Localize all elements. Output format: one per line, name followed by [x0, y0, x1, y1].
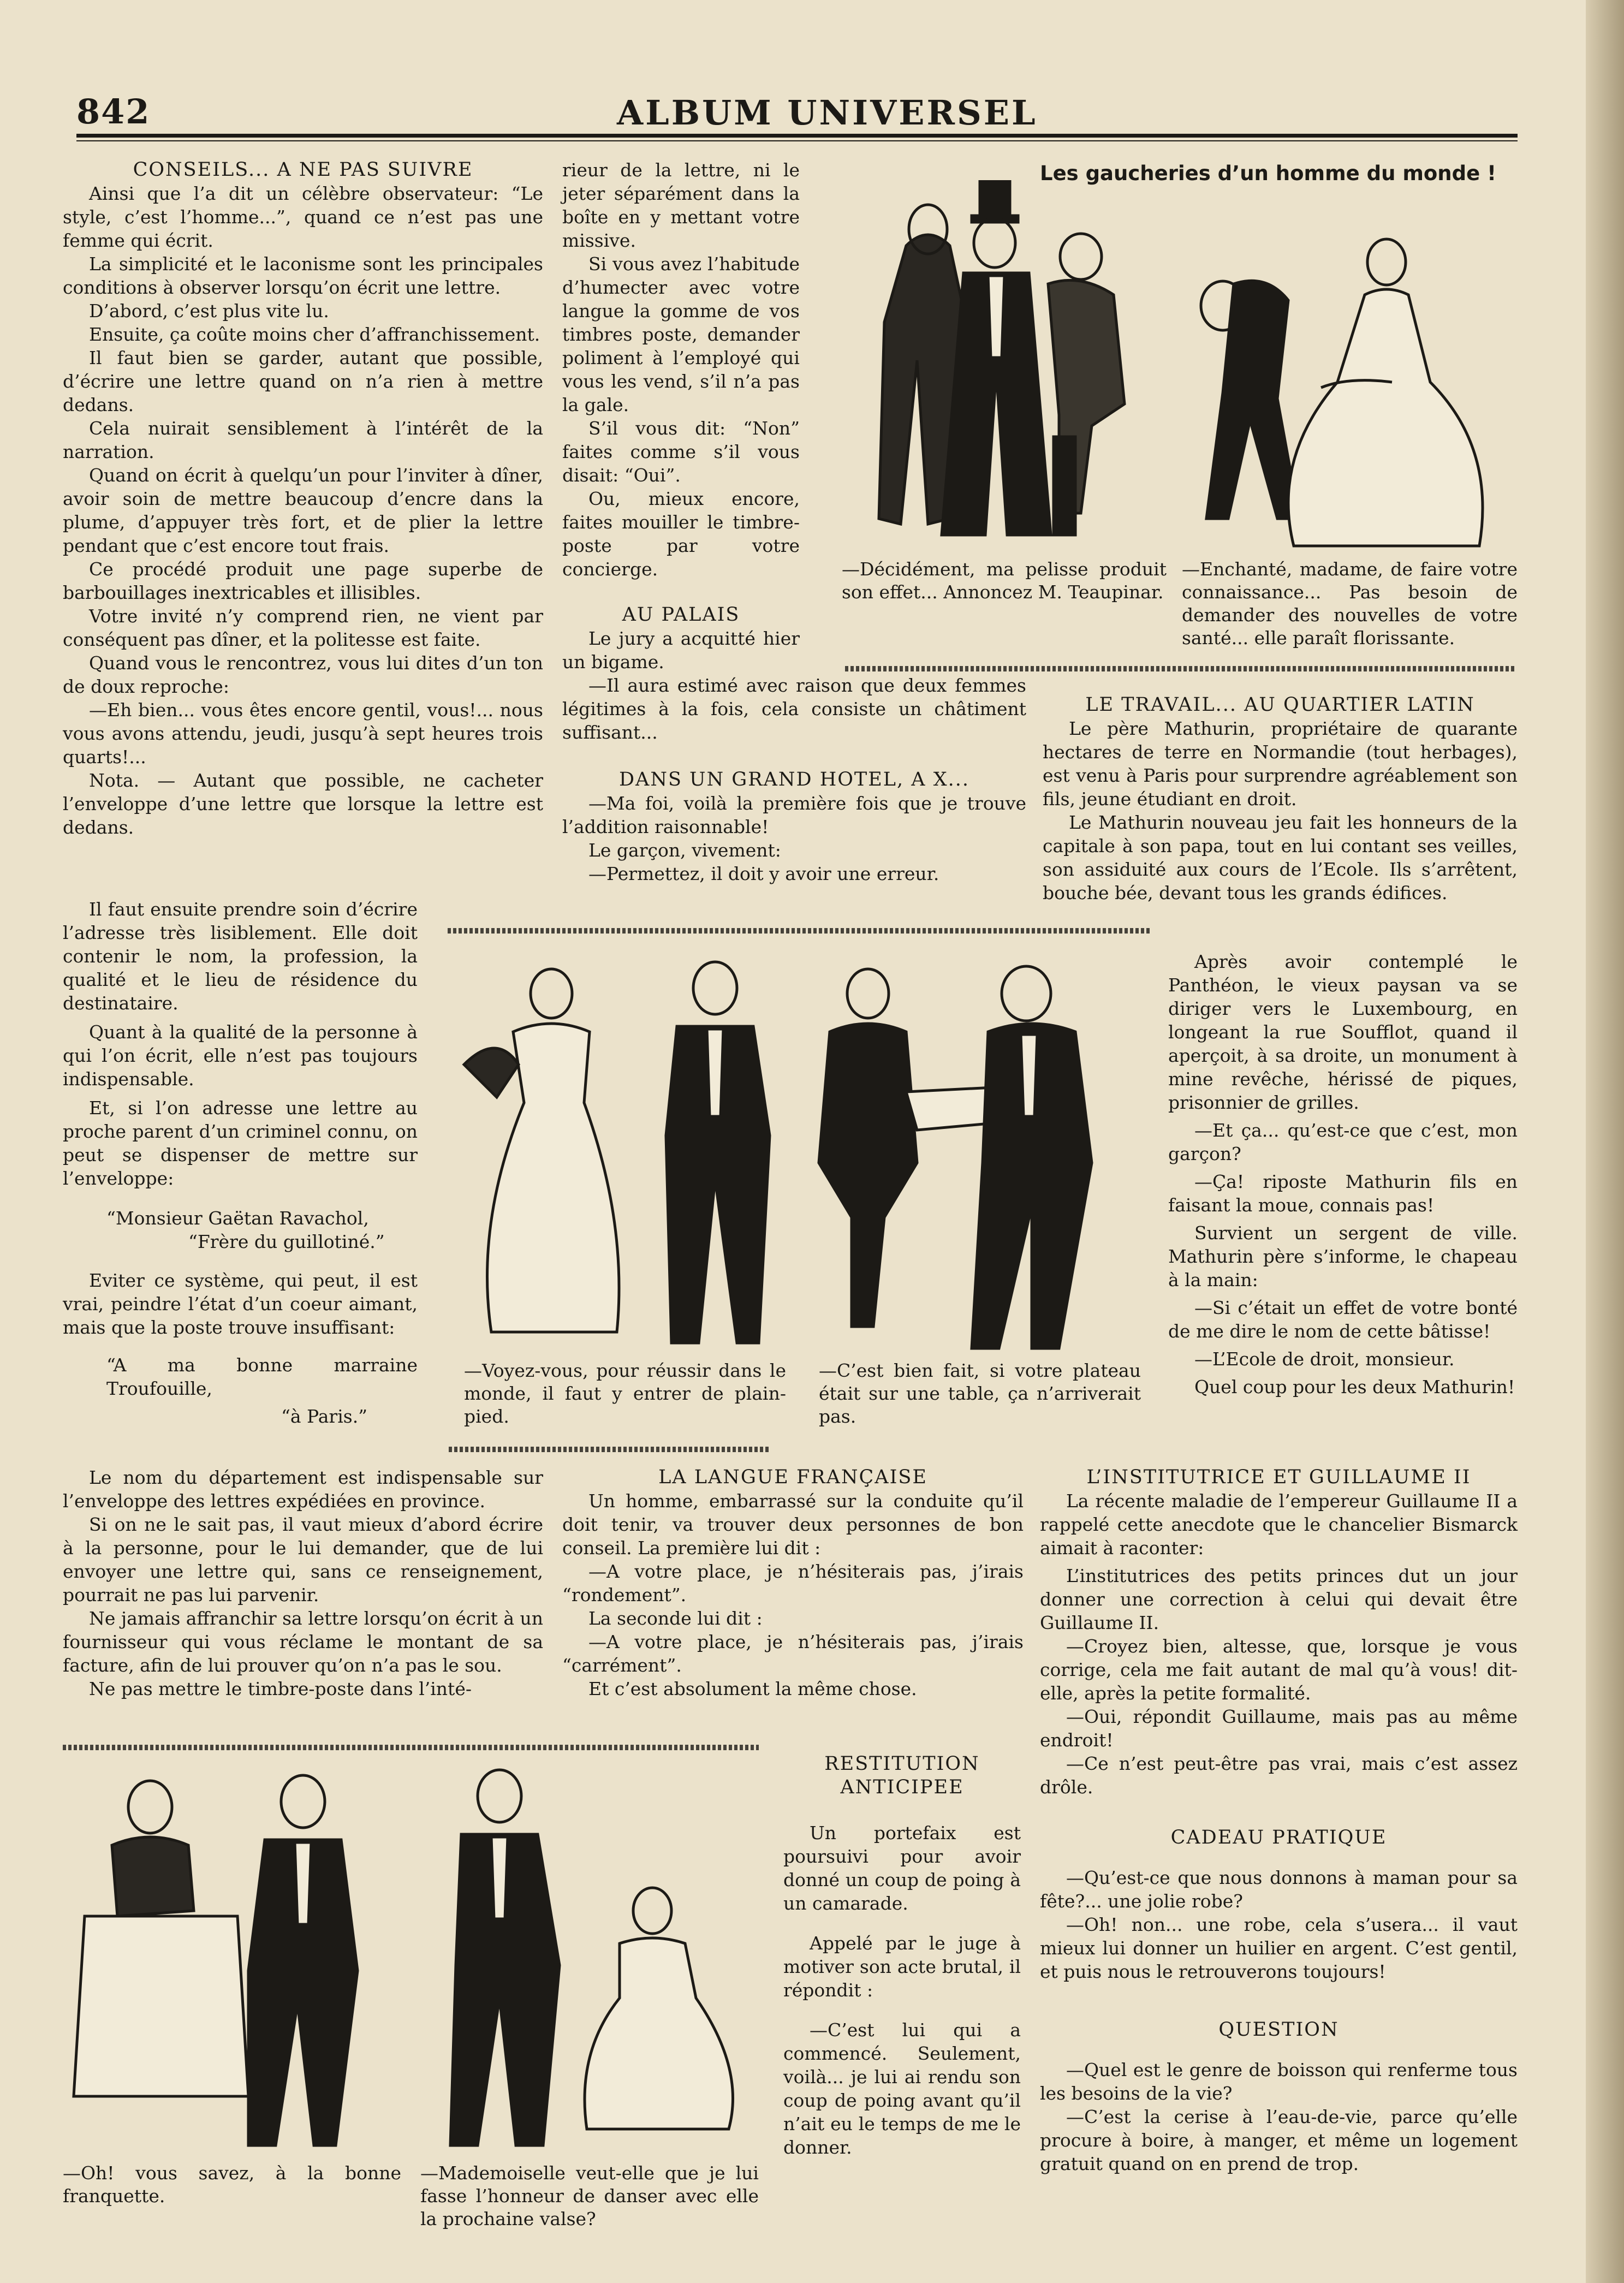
middle-illustration [453, 955, 1152, 1354]
paragraph: —Il aura estimé avec raison que deux femmes légitimes à la fois, cela consiste un châtiment suffisant... [562, 675, 1026, 743]
middle-caption-left: —Voyez-vous, pour réussir dans le monde, il faut y entrer de plain-pied. [464, 1360, 786, 1427]
plateau-scene [819, 966, 1092, 1348]
paragraph: Le Mathurin nouveau jeu fait les honneurs de la capitale à son papa, tout en lui contant ses veilles, son assiduité aux cours de l’Ecole. Ils s’arrêtent, bouche bée, devant tous les grands édifices. [1043, 812, 1518, 903]
heading-cadeau: CADEAU PRATIQUE [1170, 1827, 1387, 1848]
page-edge [1586, 0, 1624, 2283]
paragraph: Nota. — Autant que possible, ne cacheter l’enveloppe d’une lettre que lorsque la lettre est dedans. [63, 770, 543, 838]
address-quote: “A ma bonne marraine Troufouille, [106, 1354, 418, 1399]
paragraph: La simplicité et le laconisme sont les principales conditions à observer lorsqu’on écrit une lettre. [63, 253, 543, 298]
bottom-caption-right: —Mademoiselle veut-elle que je lui fasse l’honneur de danser avec elle la prochaine valse? [420, 2162, 759, 2230]
paragraph: —C’est la cerise à l’eau-de-vie, parce qu’elle procure à boire, à manger, et même un logement gratuit quand on en prend de trop. [1040, 2106, 1518, 2174]
article-palais-hotel [562, 603, 1026, 885]
pelisse-scene [879, 180, 1125, 535]
gaucheries-caption-left: —Décidément, ma pelisse produit son effet... Annoncez M. Teaupinar. [842, 558, 1167, 603]
article-conseils-narrow [63, 897, 418, 1428]
paragraph: Un portefaix est poursuivi pour avoir donné un coup de poing à un camarade. [783, 1822, 1021, 1914]
heading-palais: AU PALAIS [622, 604, 740, 626]
paragraph: Appelé par le juge à motiver son acte brutal, il répondit : [783, 1933, 1021, 2001]
paragraph: —C’est lui qui a commencé. Seulement, voilà... je lui ai rendu son coup de poing avant qu’il n’ait eu le temps de me le donner. [783, 2019, 1021, 2158]
paragraph: Le nom du département est indispensable sur l’enveloppe des lettres expédiées en province. [63, 1467, 543, 1512]
paragraph: Ou, mieux encore, faites mouiller le timbre-poste par votre concierge. [562, 488, 800, 580]
paragraph: Le jury a acquitté hier un bigame. [562, 628, 800, 673]
article-restitution [783, 1752, 1021, 2159]
paragraph: Ce procédé produit une page superbe de barbouillages inextricables et illisibles. [63, 558, 543, 603]
paragraph: Un homme, embarrassé sur la conduite qu’il doit tenir, va trouver deux personnes de bon conseil. La première lui dit : [562, 1490, 1024, 1559]
heading-restitution: RESTITUTION ANTICIPEE [824, 1753, 980, 1798]
paragraph: —Si c’était un effet de votre bonté de me dire le nom de cette bâtisse! [1168, 1297, 1518, 1342]
paragraph: —Oui, répondit Guillaume, mais pas au même endroit! [1040, 1706, 1518, 1751]
paragraph: Quand on écrit à quelqu’un pour l’inviter à dîner, avoir soin de mettre beaucoup d’encre dans la plume, d’appuyer très fort, et de plier la lettre pendant que c’est encore tout frais. [63, 465, 543, 556]
middle-caption-right: —C’est bien fait, si votre plateau était sur une table, ça n’arriverait pas. [819, 1360, 1141, 1427]
bottom-caption-left: —Oh! vous savez, à la bonne franquette. [63, 2162, 401, 2207]
paragraph: —Ce n’est peut-être pas vrai, mais c’est assez drôle. [1040, 1753, 1518, 1798]
paragraph: Il faut ensuite prendre soin d’écrire l’adresse très lisiblement. Elle doit contenir le nom, la profession, la qualité et le lieu de résidence du destinataire. [63, 899, 418, 1014]
paragraph: Après avoir contemplé le Panthéon, le vieux paysan va se diriger vers le Luxembourg, en longeant la rue Soufflot, quand il aperçoit, à sa droite, un monument à mine revêche, hérissé de piques, prisonnier de grilles. [1168, 951, 1518, 1113]
paragraph: D’abord, c’est plus vite lu. [89, 300, 329, 322]
paragraph: La récente maladie de l’empereur Guillaume II a rappelé cette anecdote que le chancelier Bismarck aimait à raconter: [1040, 1490, 1518, 1559]
paragraph: Le père Mathurin, propriétaire de quarante hectares de terre en Normandie (tout herbages), est venu à Paris pour surprendre agréablement son fils, jeune étudiant en droit. [1043, 718, 1518, 810]
paragraph: —Ça! riposte Mathurin fils en faisant la moue, connais pas! [1168, 1171, 1518, 1216]
paragraph: Survient un sergent de ville. Mathurin père s’informe, le chapeau à la main: [1168, 1222, 1518, 1291]
paragraph: Et, si l’on adresse une lettre au proche parent d’un criminel connu, on peut se dispenser de mettre sur l’enveloppe: [63, 1097, 418, 1189]
paragraph: —Croyez bien, altesse, que, lorsque je vous corrige, cela me fait autant de mal qu’à vous! dit-elle, après la petite formalité. [1040, 1636, 1518, 1704]
paragraph: Ensuite, ça coûte moins cher d’affranchissement. [89, 324, 540, 345]
article-langue [562, 1466, 1024, 1701]
paragraph: Le garçon, vivement: [588, 840, 781, 861]
paragraph: L’institutrices des petits princes dut un jour donner une correction à celui qui devait être Guillaume II. [1040, 1565, 1518, 1633]
paragraph: Si vous avez l’habitude d’humecter avec votre langue la gomme de vos timbres poste, demander poliment à l’employé qui vous les vend, s’il n’a pas la gale. [562, 253, 800, 415]
address-quote: “Monsieur Gaëtan Ravachol, [106, 1208, 369, 1229]
address-quote: “Frère du guillotiné.” [188, 1231, 385, 1252]
header-rule [76, 134, 1518, 138]
paragraph: Cela nuirait sensiblement à l’intérêt de la narration. [63, 418, 543, 462]
paragraph: —Oh! non... une robe, cela s’usera... il vaut mieux lui donner un huilier en argent. C’est gentil, et puis nous le retrouverons toujours! [1040, 1914, 1518, 1982]
paragraph: Ne jamais affranchir sa lettre lorsqu’on écrit à un fournisseur qui vous réclame le montant de sa facture, afin de lui prouver qu’on n’a pas le sou. [63, 1608, 543, 1676]
paragraph: Si on ne le sait pas, il vaut mieux d’abord écrire à la personne, pour le lui demander, que de lui envoyer une lettre qui, sans ce renseignement, pourrait ne pas lui parvenir. [63, 1514, 543, 1606]
paragraph: Et c’est absolument la même chose. [588, 1678, 917, 1699]
paragraph: S’il vous dit: “Non” faites comme s’il vous disait: “Oui”. [562, 418, 800, 486]
article-conseils [63, 158, 543, 839]
article-institutrice [1040, 1466, 1518, 2175]
paragraph: Ainsi que l’a dit un célèbre observateur: “Le style, c’est l’homme...”, quand ce n’est pas une femme qui écrit. [63, 183, 543, 251]
gaucheries-title: Les gaucheries d’un homme du monde ! [1040, 162, 1496, 185]
paragraph: Quel coup pour les deux Mathurin! [1194, 1376, 1515, 1398]
gaucheries-caption-right: —Enchanté, madame, de faire votre connaissance... Pas besoin de demander des nouvelles de votre santé... elle paraît florissante. [1182, 558, 1518, 649]
heading-langue: LA LANGUE FRANÇAISE [658, 1466, 927, 1488]
franquette-scene [74, 1775, 358, 2145]
valse-scene [450, 1770, 733, 2145]
ballroom-scene [1201, 239, 1483, 546]
gaucheries-illustration [841, 180, 1523, 562]
paragraph: Ne pas mettre le timbre-poste dans l’inté- [89, 1678, 472, 1699]
paragraph: Quand vous le rencontrez, vous lui dites d’un ton de doux reproche: [63, 652, 543, 697]
paragraph: —A votre place, je n’hésiterais pas, j’irais “rondement”. [562, 1561, 1024, 1606]
page-number: 842 [76, 92, 151, 132]
heading-hotel: DANS UN GRAND HOTEL, A X... [618, 769, 969, 790]
heading-question: QUESTION [1218, 2019, 1339, 2041]
address-quote: “à Paris.” [281, 1406, 368, 1427]
paragraph: —Qu’est-ce que nous donnons à maman pour sa fête?... une jolie robe? [1040, 1867, 1518, 1912]
paragraph: Quant à la qualité de la personne à qui l’on écrit, elle n’est pas toujours indispensable. [63, 1021, 418, 1090]
paragraph: Eviter ce système, qui peut, il est vrai, peindre l’état d’un coeur aimant, mais que la poste trouve insuffisant: [63, 1270, 418, 1338]
heading-institutrice: L’INSTITUTRICE ET GUILLAUME II [1086, 1466, 1471, 1488]
paragraph: rieur de la lettre, ni le jeter séparément dans la boîte en y mettant votre missive. [562, 159, 800, 251]
divider [63, 1745, 759, 1750]
paragraph: —Quel est le genre de boisson qui renferme tous les besoins de la vie? [1040, 2059, 1518, 2104]
divider [448, 928, 1152, 934]
heading-conseils: CONSEILS... A NE PAS SUIVRE [133, 159, 473, 181]
bottom-illustration [63, 1763, 762, 2156]
header-rule-thin [76, 140, 1518, 141]
heading-travail: LE TRAVAIL... AU QUARTIER LATIN [1085, 694, 1475, 716]
article-travail-narrow [1168, 950, 1518, 1399]
article-conseils-end [63, 1466, 543, 1701]
paragraph: —A votre place, je n’hésiterais pas, j’irais “carrément”. [562, 1631, 1024, 1676]
paragraph: —Permettez, il doit y avoir une erreur. [588, 863, 939, 884]
paragraph: —Ma foi, voilà la première fois que je trouve l’addition raisonnable! [562, 793, 1026, 837]
paragraph: —Eh bien... vous êtes encore gentil, vous!... nous vous avons attendu, jeudi, jusqu’à sept heures trois quarts!... [63, 699, 543, 768]
paragraph: —L’Ecole de droit, monsieur. [1194, 1348, 1455, 1370]
paragraph: —Et ça... qu’est-ce que c’est, mon garçon? [1168, 1120, 1518, 1164]
divider [845, 666, 1516, 671]
article-travail [1043, 693, 1518, 905]
publication-title: ALBUM UNIVERSEL [617, 93, 1038, 133]
paragraph: La seconde lui dit : [588, 1608, 763, 1629]
plain-pied-scene [464, 962, 770, 1343]
paragraph: Votre invité n’y comprend rien, ne vient par conséquent pas dîner, et la politesse est faite. [63, 605, 543, 650]
article-conseils-cont [562, 158, 800, 581]
divider [449, 1447, 771, 1452]
paragraph: Il faut bien se garder, autant que possible, d’écrire une lettre quand on n’a rien à mettre dedans. [63, 347, 543, 415]
